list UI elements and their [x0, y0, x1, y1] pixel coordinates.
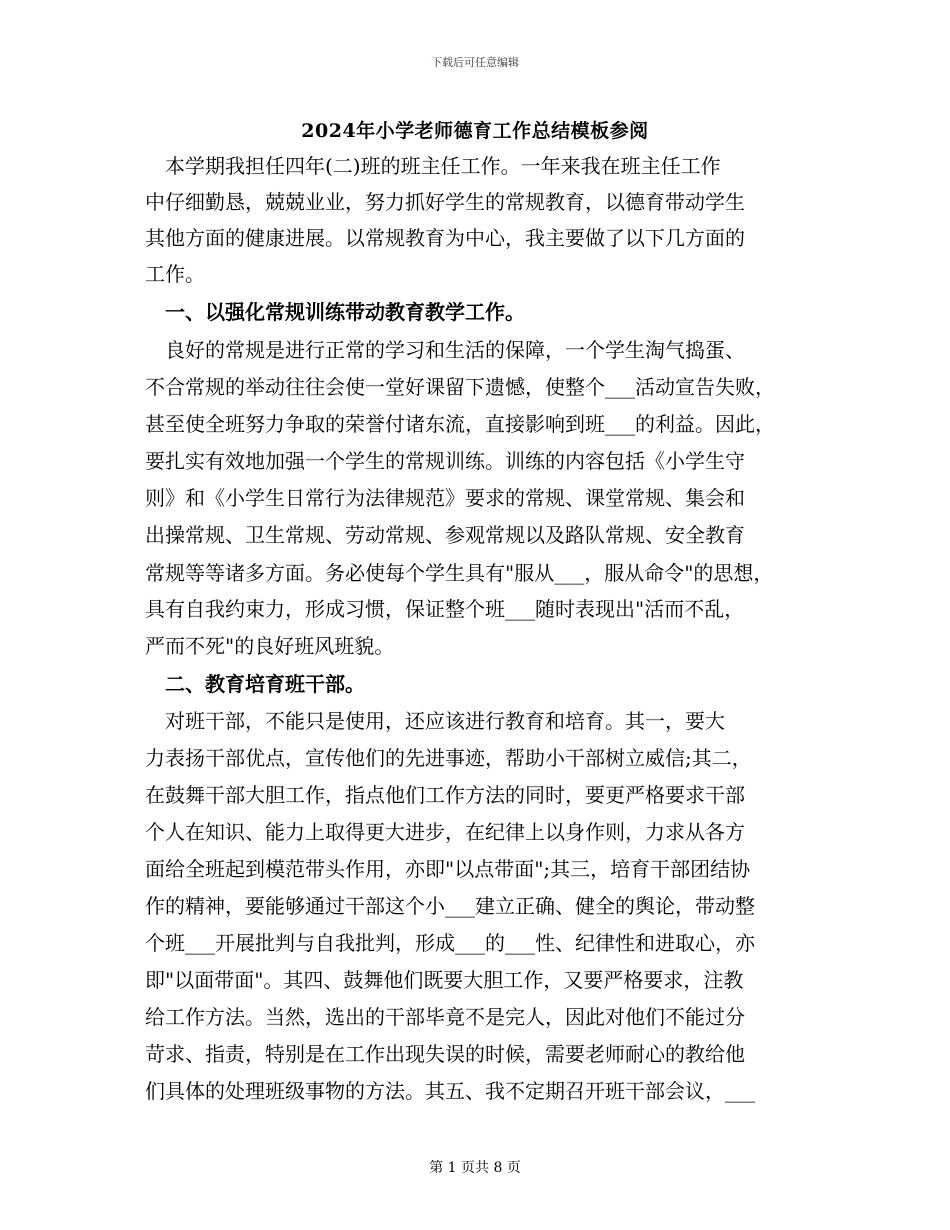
paragraph-line: 即"以面带面"。其四、鼓舞他们既要大胆工作，又要严格要求，注教 — [145, 968, 744, 992]
paragraph-line: 其他方面的健康进展。以常规教育为中心，我主要做了以下几方面的 — [145, 226, 745, 250]
page-footer: 第 1 页共 8 页 — [429, 1160, 521, 1176]
paragraph-line: 本学期我担任四年(二)班的班主任工作。一年来我在班主任工作 — [145, 154, 721, 178]
paragraph-line: 给工作方法。当然，选出的干部毕竟不是完人，因此对他们不能过分 — [145, 1005, 745, 1029]
paragraph-line: 力表扬干部优点，宣传他们的先进事迹，帮助小干部树立威信;其二， — [145, 746, 752, 770]
paragraph-line: 良好的常规是进行正常的学习和生活的保障，一个学生淘气捣蛋、 — [145, 338, 745, 362]
paragraph-line: 常规等等诸多方面。务必使每个学生具有"服从___，服从命令"的思想， — [145, 561, 774, 585]
paragraph-line: 中仔细勤恳，兢兢业业，努力抓好学生的常规教育，以德育带动学生 — [145, 190, 745, 214]
paragraph-line: 工作。 — [145, 262, 205, 286]
paragraph-line: 作的精神，要能够通过干部这个小___建立正确、健全的舆论，带动整 — [145, 894, 755, 918]
paragraph-line: 对班干部，不能只是使用，还应该进行教育和培育。其一，要大 — [145, 709, 725, 733]
paragraph-line: 严而不死"的良好班风班貌。 — [145, 634, 395, 658]
section-heading: 一、以强化常规训练带动教育教学工作。 — [145, 300, 525, 324]
paragraph-line: 不合常规的举动往往会使一堂好课留下遗憾，使整个___活动宣告失败， — [145, 375, 775, 399]
paragraph-line: 苛求、指责，特别是在工作出现失误的时候，需要老师耐心的教给他 — [145, 1042, 745, 1066]
paragraph-line: 要扎实有效地加强一个学生的常规训练。训练的内容包括《小学生守 — [145, 449, 745, 473]
paragraph-line: 们具体的处理班级事物的方法。其五、我不定期召开班干部会议，___ — [145, 1079, 755, 1103]
paragraph-line: 具有自我约束力，形成习惯，保证整个班___随时表现出"活而不乱， — [145, 597, 745, 621]
paragraph-line: 面给全班起到模范带头作用，亦即"以点带面";其三，培育干部团结协 — [145, 857, 751, 881]
paragraph-line: 在鼓舞干部大胆工作，指点他们工作方法的同时，要更严格要求干部 — [145, 783, 745, 807]
paragraph-line: 甚至使全班努力争取的荣誉付诸东流，直接影响到班___的利益。因此， — [145, 412, 775, 436]
header-note: 下载后可任意编辑 — [431, 56, 519, 69]
page-title: 2024年小学老师德育工作总结模板参阅 — [301, 120, 649, 142]
paragraph-line: 出操常规、卫生常规、劳动常规、参观常规以及路队常规、安全教育 — [145, 523, 745, 547]
paragraph-line: 个班___开展批判与自我批判，形成___的___性、纪律性和进取心，亦 — [145, 931, 755, 955]
paragraph-line: 则》和《小学生日常行为法律规范》要求的常规、课堂常规、集会和 — [145, 486, 745, 510]
paragraph-line: 个人在知识、能力上取得更大进步，在纪律上以身作则，力求从各方 — [145, 820, 745, 844]
section-heading: 二、教育培育班干部。 — [145, 672, 365, 696]
